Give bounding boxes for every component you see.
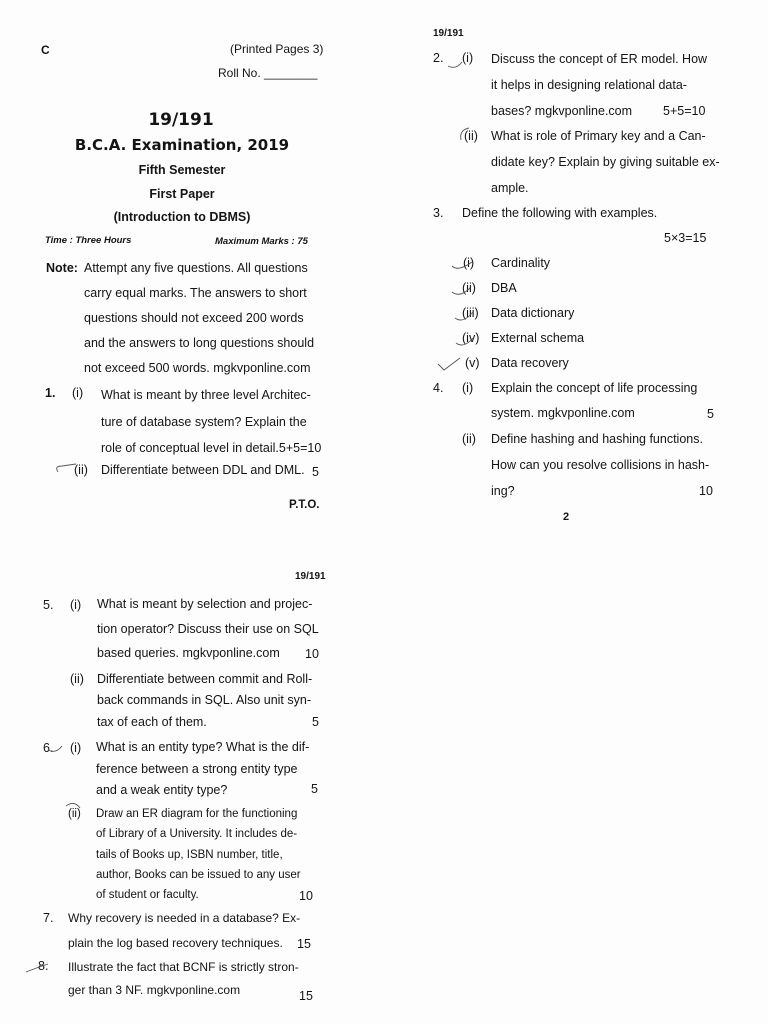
list-item: Cardinality <box>491 256 551 270</box>
question-marks: 10 <box>299 889 313 903</box>
question-text: of Library of a University. It includes de- <box>96 828 298 840</box>
list-item: External schema <box>491 331 585 345</box>
question-text: it helps in designing relational data- <box>491 78 687 92</box>
subquestion-label: (ii) <box>68 808 81 820</box>
question-marks: 15 <box>299 989 313 1003</box>
question-text: ing? <box>491 484 515 498</box>
question-number: 5. <box>43 598 54 612</box>
question-text: back commands in SQL. Also unit syn- <box>97 693 311 707</box>
question-text: tax of each of them. <box>97 715 207 729</box>
question-text: Differentiate between DDL and DML. <box>101 463 305 477</box>
list-item-label: (iii) <box>462 306 479 320</box>
subquestion-label: (i) <box>462 51 474 65</box>
question-text: What is meant by selection and projec- <box>97 597 313 611</box>
question-number: 1. <box>45 386 56 400</box>
subquestion-label: (i) <box>72 386 84 400</box>
subject-title: (Introduction to DBMS) <box>113 210 251 224</box>
pto-label: P.T.O. <box>289 499 320 511</box>
question-text: Differentiate between commit and Roll- <box>97 672 313 686</box>
semester: Fifth Semester <box>138 163 226 177</box>
question-text: based queries. mgkvponline.com <box>97 646 280 660</box>
question-marks: 5 <box>311 782 318 796</box>
question-number: 7. <box>43 911 54 925</box>
question-text: Define the following with examples. <box>462 206 658 220</box>
question-marks: 10 <box>699 484 713 498</box>
question-text: and a weak entity type? <box>96 783 228 797</box>
subquestion-label: (ii) <box>462 432 476 446</box>
page2-code: 19/191 <box>433 28 464 39</box>
note-line: Attempt any five questions. All questions <box>84 261 308 275</box>
question-marks: 5 <box>312 715 319 729</box>
note-line: not exceed 500 words. mgkvponline.com <box>84 361 311 375</box>
question-marks: 5 <box>312 465 319 479</box>
question-marks: 15 <box>297 937 311 951</box>
list-item-label: (v) <box>465 356 480 370</box>
paper-number: First Paper <box>149 187 215 201</box>
note-line: and the answers to long questions should <box>84 336 315 350</box>
question-text: Draw an ER diagram for the functioning <box>96 808 298 820</box>
question-text: of student or faculty. <box>96 889 199 901</box>
question-text: What is meant by three level Architec- <box>101 388 311 402</box>
question-text: didate key? Explain by giving suitable ex- <box>491 155 720 169</box>
question-text: How can you resolve collisions in hash- <box>491 458 710 472</box>
question-text: ference between a strong entity type <box>96 762 298 776</box>
question-number: 3. <box>433 206 444 220</box>
question-text: What is an entity type? What is the dif- <box>96 740 310 754</box>
subquestion-label: (ii) <box>70 672 84 686</box>
subquestion-label: (i) <box>70 741 82 755</box>
list-item-label: (i) <box>463 256 475 270</box>
question-text: role of conceptual level in detail.5+5=10 <box>101 441 322 455</box>
question-text: ample. <box>491 181 529 195</box>
roll-no: Roll No. ________ <box>218 66 318 80</box>
page-number: 2 <box>563 511 570 523</box>
exam-title: B.C.A. Examination, 2019 <box>74 136 290 154</box>
question-text: author, Books can be issued to any user <box>96 869 301 881</box>
question-text: Explain the concept of life processing <box>491 381 698 395</box>
question-text: ger than 3 NF. mgkvponline.com <box>68 983 241 997</box>
question-text: Discuss the concept of ER model. How <box>491 52 708 66</box>
question-number: 8. <box>38 959 49 973</box>
question-marks: 10 <box>305 647 319 661</box>
question-text: bases? mgkvponline.com <box>491 104 633 118</box>
list-item: Data recovery <box>491 356 569 370</box>
note-line: carry equal marks. The answers to short <box>84 286 307 300</box>
question-marks: 5×3=15 <box>664 231 707 245</box>
subquestion-label: (ii) <box>464 129 478 143</box>
set-letter: C <box>41 43 50 57</box>
question-text: Why recovery is needed in a database? Ex- <box>68 911 301 925</box>
question-number: 4. <box>433 381 444 395</box>
question-text: plain the log based recovery techniques. <box>68 936 283 950</box>
list-item-label: (iv) <box>462 331 480 345</box>
time-allowed: Time : Three Hours <box>45 235 132 246</box>
question-number: 6. <box>43 741 54 755</box>
question-text: ture of database system? Explain the <box>101 415 307 429</box>
paper-code: 19/191 <box>148 110 214 130</box>
question-text: system. mgkvponline.com <box>491 406 635 420</box>
question-text: Illustrate the fact that BCNF is strictly stron- <box>68 960 299 974</box>
subquestion-label: (i) <box>462 381 474 395</box>
list-item: DBA <box>491 281 517 295</box>
note-line: questions should not exceed 200 words <box>84 311 304 325</box>
printed-pages: (Printed Pages 3) <box>230 42 324 56</box>
question-number: 2. <box>433 51 444 65</box>
question-text: tails of Books up, ISBN number, title, <box>96 849 283 861</box>
subquestion-label: (i) <box>70 598 82 612</box>
question-marks: 5+5=10 <box>663 104 706 118</box>
list-item-label: (ii) <box>462 281 476 295</box>
page3-code: 19/191 <box>295 571 326 582</box>
note-label: Note: <box>46 261 78 275</box>
list-item: Data dictionary <box>491 306 575 320</box>
question-text: tion operator? Discuss their use on SQL <box>97 622 319 636</box>
max-marks: Maximum Marks : 75 <box>215 236 308 247</box>
question-text: What is role of Primary key and a Can- <box>491 129 706 143</box>
question-marks: 5 <box>707 407 714 421</box>
subquestion-label: (ii) <box>74 463 88 477</box>
question-text: Define hashing and hashing functions. <box>491 432 703 446</box>
